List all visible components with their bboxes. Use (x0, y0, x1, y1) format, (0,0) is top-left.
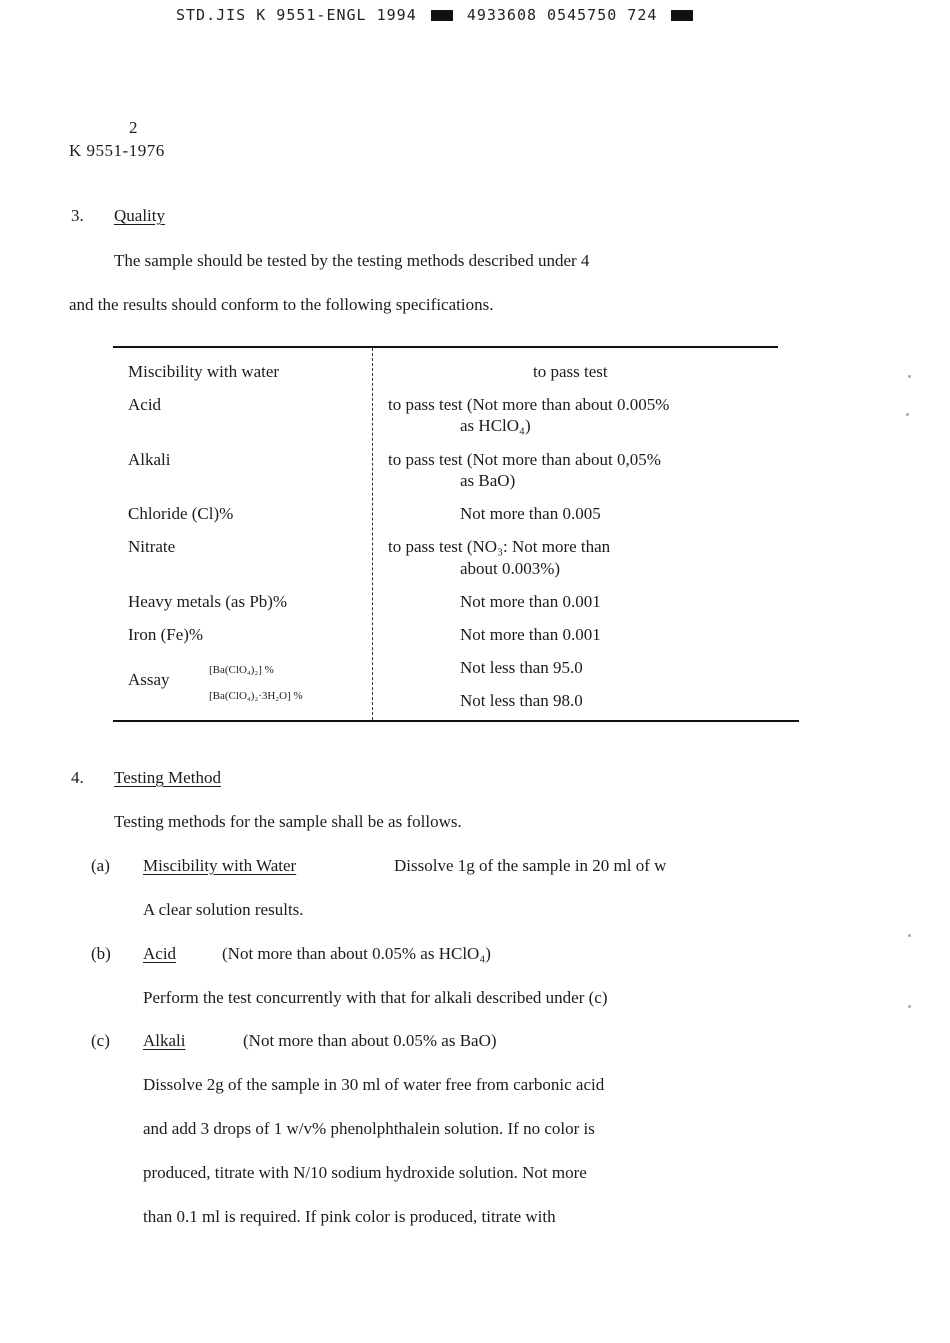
scan-speck (908, 375, 911, 378)
table-row-item: Iron (Fe)% (128, 625, 204, 644)
redaction-block-1 (431, 10, 453, 21)
item-b-title: Acid (143, 944, 177, 963)
table-row-item: Miscibility with water (128, 362, 280, 381)
item-c-line: and add 3 drops of 1 w/v% phenolphthalein solution. If no color is (143, 1119, 595, 1138)
standard-id: K 9551-1976 (69, 141, 165, 160)
table-row-spec-cont: as HClO₄) (460, 416, 531, 435)
redaction-block-2 (671, 10, 693, 21)
section3-para-line1: The sample should be tested by the testing methods described under 4 (114, 251, 590, 270)
table-row-spec: Not more than 0.001 (460, 625, 601, 644)
assay-value-2: Not less than 98.0 (460, 691, 583, 710)
table-row-item: Acid (128, 395, 162, 414)
assay-label: Assay (128, 670, 170, 689)
item-a-label: (a) (91, 856, 110, 875)
table-row-spec-cont: as BaO) (460, 471, 516, 490)
table-column-divider (372, 348, 373, 720)
header-code: 4933608 0545750 724 (466, 6, 658, 24)
scan-speck (908, 1005, 911, 1008)
section4-number: 4. (71, 768, 84, 787)
item-a-title: Miscibility with Water (143, 856, 297, 875)
page-number: 2 (129, 118, 138, 137)
item-c-line: Dissolve 2g of the sample in 30 ml of water free from carbonic acid (143, 1075, 605, 1094)
assay-sub-trihydrate: [Ba(ClO₄)₂·3H₂O] % (209, 690, 303, 702)
item-b-text: Perform the test concurrently with that for alkali described under (c) (143, 988, 608, 1007)
table-row-item: Chloride (Cl)% (128, 504, 234, 523)
section4-title: Testing Method (114, 768, 221, 787)
section3-title: Quality (114, 206, 165, 225)
table-row-item: Heavy metals (as Pb)% (128, 592, 288, 611)
assay-sub-anhydrous: [Ba(ClO₄)₂] % (209, 664, 274, 676)
table-row-item: Nitrate (128, 537, 176, 556)
item-a-text2: A clear solution results. (143, 900, 304, 919)
table-row-spec-cont: about 0.003%) (460, 559, 561, 578)
table-row-item: Alkali (128, 450, 171, 469)
table-bottom-rule (113, 720, 799, 722)
item-b-note: (Not more than about 0.05% as HClO₄) (222, 944, 491, 963)
assay-value-1: Not less than 95.0 (460, 658, 583, 677)
table-row-spec: Not more than 0.001 (460, 592, 601, 611)
item-c-title: Alkali (143, 1031, 186, 1050)
section3-number: 3. (71, 206, 84, 225)
table-row-spec: to pass test (NO₃: Not more than (388, 537, 611, 556)
table-row-spec: to pass test (533, 362, 608, 381)
spec-table (113, 346, 799, 724)
item-b-label: (b) (91, 944, 111, 963)
item-c-note: (Not more than about 0.05% as BaO) (243, 1031, 497, 1050)
table-row-spec: to pass test (Not more than about 0,05% (388, 450, 661, 469)
scan-speck (908, 934, 911, 937)
table-row-spec: Not more than 0.005 (460, 504, 601, 523)
scan-speck (906, 413, 909, 416)
table-row-spec: to pass test (Not more than about 0.005% (388, 395, 670, 414)
item-a-text: Dissolve 1g of the sample in 20 ml of w (394, 856, 667, 875)
item-c-line: than 0.1 ml is required. If pink color is produced, titrate with (143, 1207, 556, 1226)
item-c-line: produced, titrate with N/10 sodium hydroxide solution. Not more (143, 1163, 587, 1182)
item-c-label: (c) (91, 1031, 110, 1050)
table-top-rule (113, 346, 778, 348)
section3-para-line2: and the results should conform to the following specifications. (69, 295, 494, 314)
header-standard: STD.JIS K 9551-ENGL 1994 (176, 6, 417, 24)
section4-intro: Testing methods for the sample shall be as follows. (114, 812, 462, 831)
document-header (176, 6, 697, 24)
